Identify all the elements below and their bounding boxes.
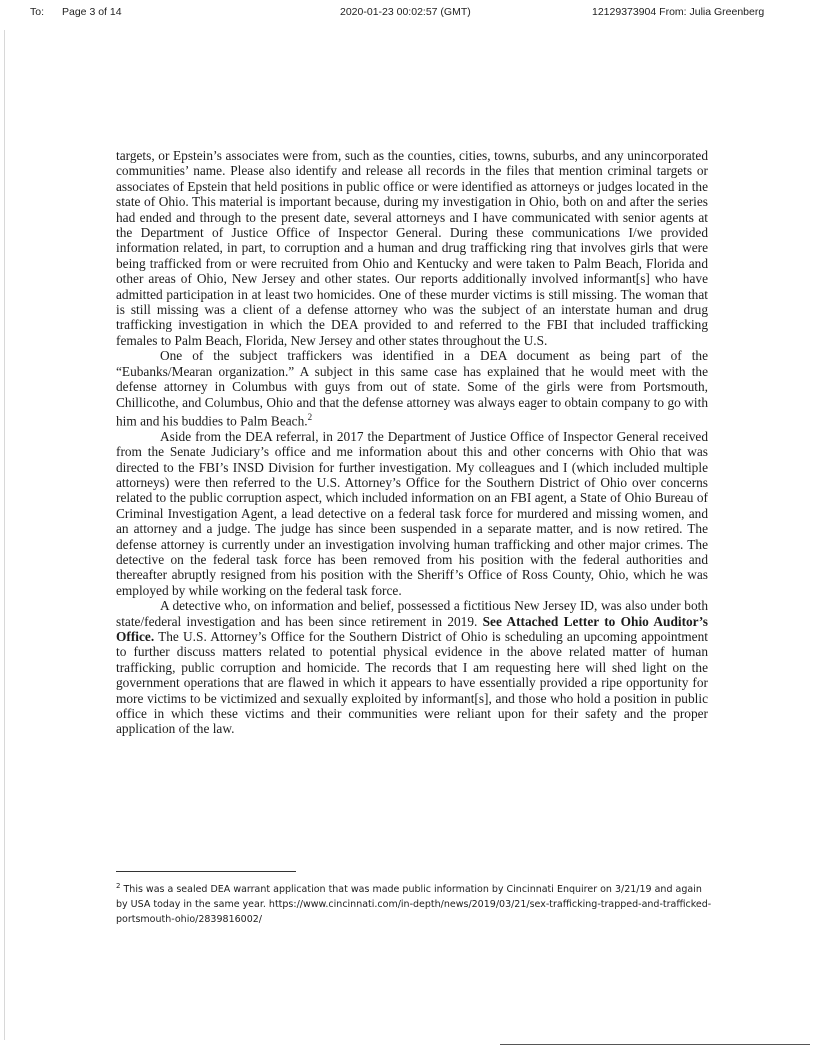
page-bottom-rule: [500, 1044, 810, 1045]
attached-letter-reference: See Attached Letter to Ohio Auditor’s Office.: [116, 613, 708, 645]
paragraph-text: targets, or Epstein’s associates were from, such as the counties, cities, towns, suburbs, and any unincorporated communities’ name. Please also identify and release all records in the files that mention criminal targets or associates of Epstein that held positions in public office or were identified as attorneys or judges located in the state of Ohio. This material is important because, during my investigation in Ohio, both on and after the series had ended and through to the present date, several attorneys and I have communicated with senior agents at the Department of Justice Office of Inspector General. During these communications I/we provided information related, in part, to corruption and a human and drug trafficking ring that involves girls that were being trafficked from or were recruited from Ohio and Kentucky and were taken to Palm Beach, Florida and other areas of Ohio, New Jersey and other states. Our reports additionally involved informant[s] who have admitted participation in at least two homicides. One of these murder victims is still missing. The woman that is still missing was a client of a defense attorney who was the subject of an interstate human and drug trafficking investigation in which the DEA provided to and referred to the FBI that included trafficking females to Palm Beach, Florida, New Jersey and other states throughout the U.S.: [116, 148, 708, 348]
fax-page-number: Page 3 of 14: [62, 6, 122, 18]
paragraph-4: [116, 598, 708, 737]
footnote-reference: 2: [307, 411, 313, 422]
fax-timestamp: 2020-01-23 00:02:57 (GMT): [340, 6, 471, 18]
paragraph-text: One of the subject traffickers was identified in a DEA document as being part of the “Eubanks/Mearan organization.” A subject in this same case has explained that he would meet with the defense attorney in Columbus with guys from out of state. Some of the girls were from Portsmouth, Chillicothe, and Columbus, Ohio and that the defense attorney was always eager to obtain company to go with him and his buddies to Palm Beach.: [116, 348, 708, 429]
paragraph-text: A detective who, on information and belief, possessed a fictitious New Jersey ID, was also under both state/federal investigation and has been since retirement in 2019.: [116, 598, 708, 629]
fax-header: [0, 0, 816, 24]
fax-to-label: To:: [30, 6, 45, 18]
paragraph-2: [116, 348, 708, 428]
scan-edge-line: [4, 30, 5, 1040]
paragraph-text: The U.S. Attorney’s Office for the Southern District of Ohio is scheduling an upcoming appointment to further discuss matters related to potential physical evidence in the above related matter of human trafficking, public corruption and homicide. The records that I am requesting here will shed light on the government operations that are flawed in which it appears to have essentially provided a ripe opportunity for more victims to be victimized and sexually exploited by informant[s], and those who hold a position in public office in which these victims and their communities were reliant upon for their safety and the proper application of the law.: [116, 629, 708, 737]
paragraph-text: Aside from the DEA referral, in 2017 the Department of Justice Office of Inspector General received from the Senate Judiciary’s office and me information about this and other concerns with Ohio that was directed to the FBI’s INSD Division for further investigation. My colleagues and I (which included multiple attorneys) were then referred to the U.S. Attorney’s Office for the Southern District of Ohio over concerns related to the public corruption aspect, which included information on an FBI agent, a State of Ohio Bureau of Criminal Investigation Agent, a lead detective on a federal task force for murdered and missing women, and an attorney and a judge. The judge has since been suspended in a separate matter, and is now retired. The defense attorney is currently under an investigation involving human trafficking and other major crimes. The detective on the federal task force has been removed from his position with the federal authorities and thereafter abruptly resigned from his position with the Sheriff’s Office of Ross County, Ohio, which he was employed by while working on the federal task force.: [116, 428, 708, 598]
footnote-text: This was a sealed DEA warrant application that was made public information by Cincinnati Enquirer on 3/21/19 and again by USA today in the same year. https://www.cincinnati.com/in-depth/news/2019/03/21/sex-trafficking-trapped-and-trafficked-portsmouth-ohio/2839816002/: [116, 884, 712, 926]
paragraph-3: [116, 429, 708, 598]
fax-sender: 12129373904 From: Julia Greenberg: [592, 6, 765, 18]
footnote-number: 2: [116, 882, 121, 890]
footnote-divider: [116, 871, 296, 872]
paragraph-1: [116, 148, 708, 348]
letter-body: [116, 148, 708, 737]
footnote: [116, 879, 716, 927]
